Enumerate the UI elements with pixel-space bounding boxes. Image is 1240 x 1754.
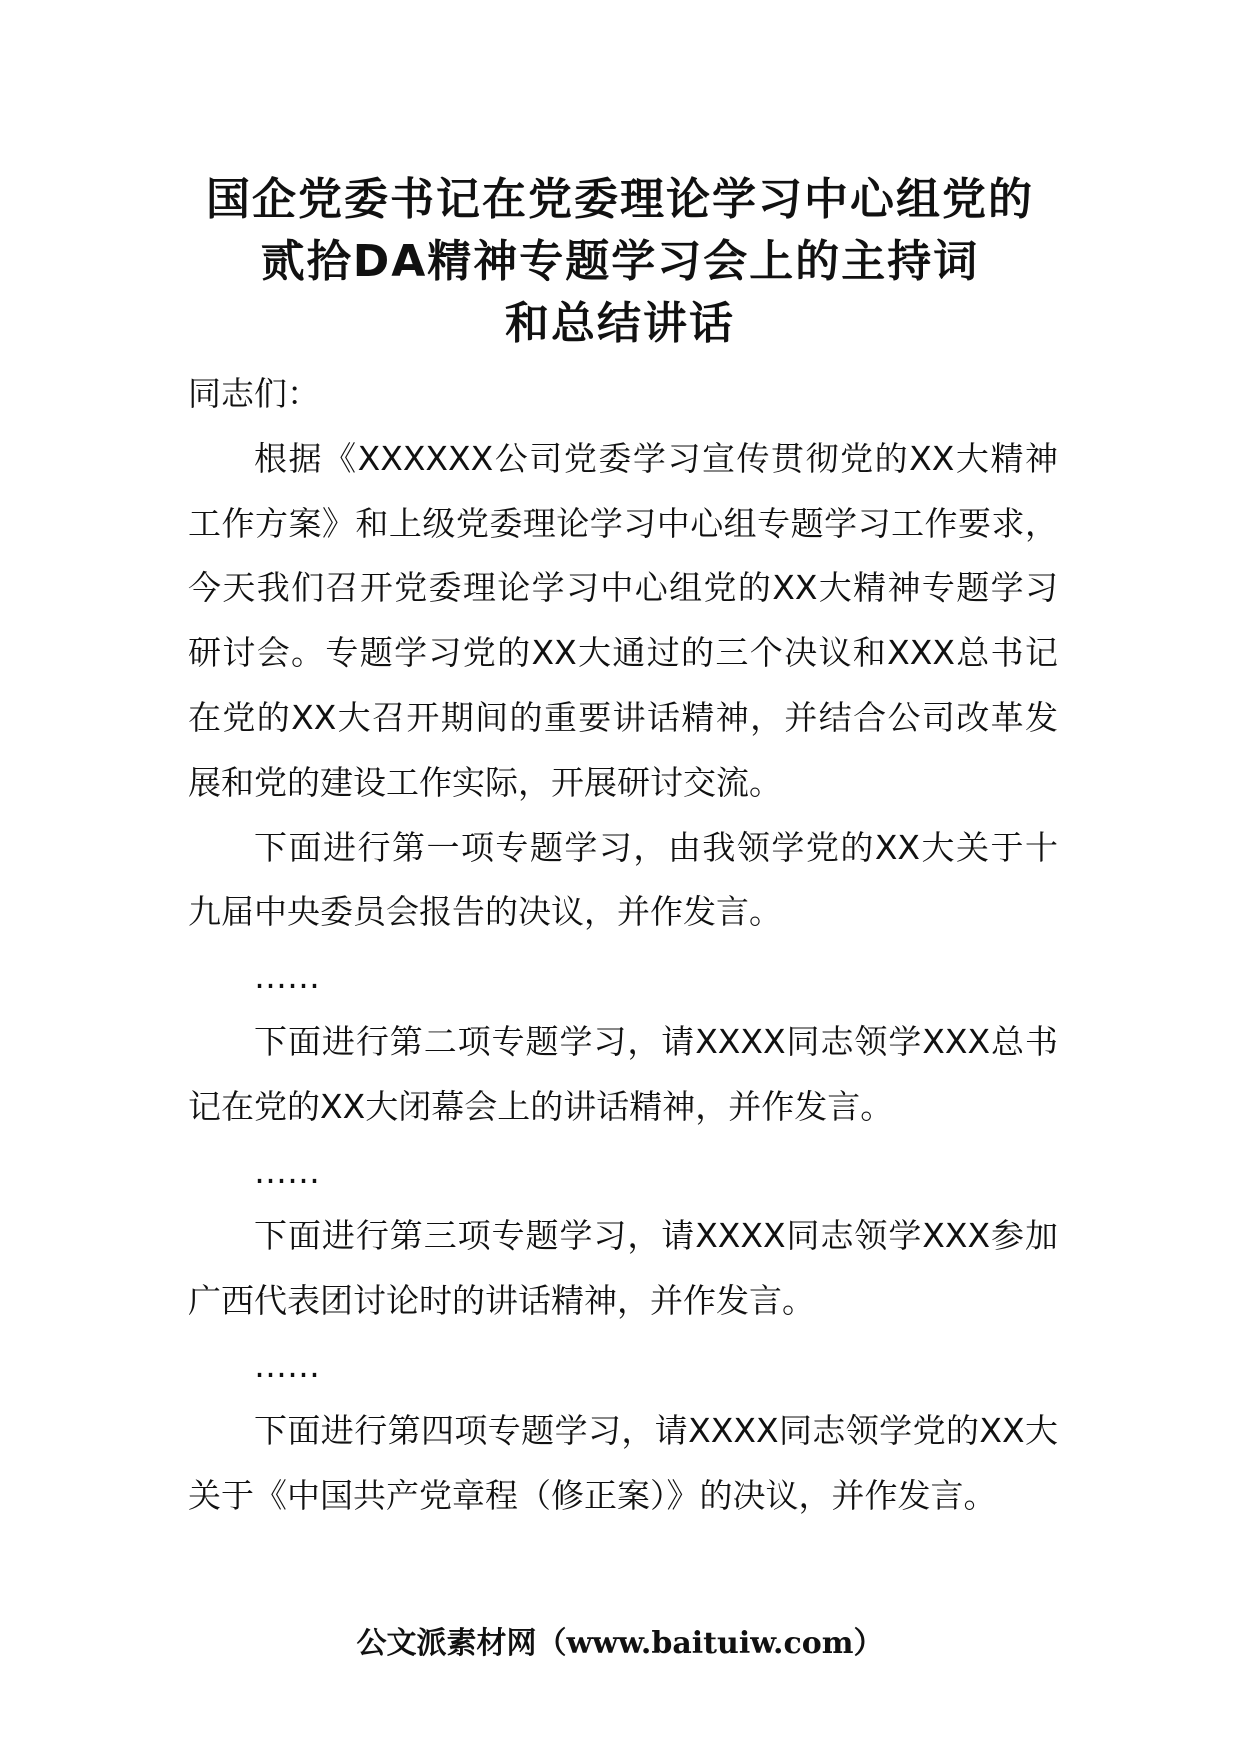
ellipsis-1: ……: [254, 957, 320, 997]
salutation: 同志们：: [188, 374, 320, 413]
document-title-line-1: 国企党委书记在党委理论学习中心组党的: [206, 174, 1034, 225]
paragraph-item-2: 下面进行第二项专题学习，请XXXX同志领学XXX总书记在党的XX大闭幕会上的讲话精神，并作发言。: [188, 1021, 1058, 1126]
paragraph-intro: 根据《XXXXXX公司党委学习宣传贯彻党的XX大精神工作方案》和上级党委理论学习中心组专题学习工作要求，今天我们召开党委理论学习中心组党的XX大精神专题学习研讨会。专题学习党的XX大通过的三个决议和XXX总书记在党的XX大召开期间的重要讲话精神，并结合公司改革发展和党的建设工作实际，开展研讨交流。: [188, 438, 1058, 802]
document-title-line-2: 贰拾DA精神专题学习会上的主持词: [260, 236, 980, 287]
ellipsis-3: ……: [254, 1345, 320, 1385]
footer-watermark-text: 公文派素材网（www.baituiw.com）: [356, 1626, 884, 1661]
ellipsis-2: ……: [254, 1151, 320, 1191]
paragraph-item-3: 下面进行第三项专题学习，请XXXX同志领学XXX参加广西代表团讨论时的讲话精神，并作发言。: [188, 1216, 1058, 1321]
paragraph-item-4: 下面进行第四项专题学习，请XXXX同志领学党的XX大关于《中国共产党章程（修正案）》的决议，并作发言。: [188, 1410, 1058, 1515]
paragraph-item-1: 下面进行第一项专题学习，由我领学党的XX大关于十九届中央委员会报告的决议，并作发言。: [188, 827, 1058, 932]
document-title-line-3: 和总结讲话: [505, 298, 735, 349]
document-body: [188, 362, 1058, 1528]
